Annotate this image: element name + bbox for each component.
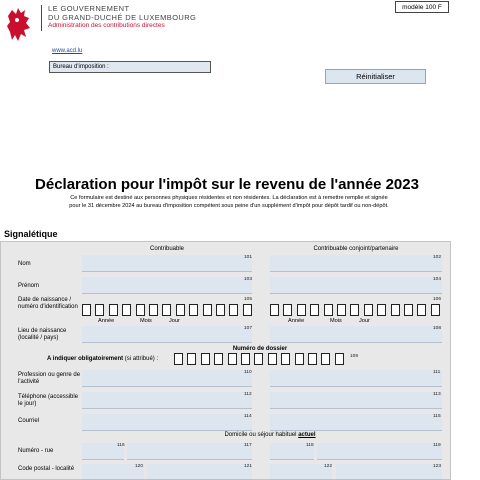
digit-box[interactable] (136, 304, 145, 316)
field-num: 118 (306, 443, 314, 448)
field-num: 104 (433, 277, 442, 282)
field-num: 105 (244, 297, 253, 302)
column-header-spouse: Contribuable conjoint/partenaire (313, 246, 399, 252)
form-title: Déclaration pour l'impôt sur le revenu de l'année 2023 (35, 176, 419, 193)
digit-box[interactable] (189, 304, 198, 316)
label-numero-rue: Numéro - rue (18, 448, 54, 454)
field-num: 119 (433, 443, 441, 448)
digit-box[interactable] (214, 353, 223, 365)
label-nom: Nom (18, 261, 31, 267)
field-rue-spouse[interactable] (317, 443, 442, 460)
label-telephone: Téléphone (accessible le jour) (18, 394, 79, 407)
digit-box[interactable] (297, 304, 306, 316)
field-num: 115 (433, 414, 441, 419)
digit-box[interactable] (310, 304, 319, 316)
label-prenom: Prénom (18, 283, 40, 289)
field-num: 103 (244, 277, 253, 282)
government-line-2: DU GRAND-DUCHÉ DE LUXEMBOURG (48, 13, 197, 22)
field-num: 111 (433, 370, 441, 375)
field-num: 113 (433, 392, 441, 397)
field-num: 116 (117, 443, 125, 448)
header-divider (41, 5, 42, 31)
field-num: 117 (244, 443, 252, 448)
label-date-naissance: Date de naissance / numéro d'identification (18, 297, 78, 310)
column-header-taxpayer: Contribuable (149, 246, 185, 252)
field-num: 108 (433, 326, 442, 331)
sub-label-month: Mois (140, 318, 152, 324)
field-num: 102 (433, 255, 442, 260)
digit-box[interactable] (377, 304, 386, 316)
digit-box[interactable] (216, 304, 225, 316)
field-profession-spouse[interactable] (270, 370, 442, 387)
digit-box[interactable] (321, 353, 330, 365)
field-num: 112 (244, 392, 252, 397)
field-localite-spouse[interactable] (336, 464, 442, 480)
section-title: Signalétique (4, 229, 58, 239)
digit-box[interactable] (417, 304, 426, 316)
dossier-note: (si attribué) : (123, 356, 159, 362)
luxembourg-lion-logo (4, 4, 34, 44)
administration-name: Administration des contributions directes (48, 22, 165, 29)
digit-box[interactable] (109, 304, 118, 316)
digit-box[interactable] (308, 353, 317, 365)
digit-box[interactable] (295, 353, 304, 365)
field-telephone-spouse[interactable] (270, 392, 442, 409)
field-num: 107 (244, 326, 253, 331)
dossier-bold: A indiquer obligatoirement (47, 356, 124, 362)
field-localite-taxpayer[interactable] (147, 464, 252, 480)
dossier-title: Numéro de dossier (232, 346, 288, 352)
label-lieu-naissance: Lieu de naissance (localité / pays) (18, 328, 67, 341)
sub-label-year: Année (288, 318, 305, 324)
domicile-bold: actuel (298, 432, 316, 438)
digit-box[interactable] (149, 304, 158, 316)
digit-box[interactable] (391, 304, 400, 316)
bureau-input[interactable]: Bureau d'imposition : (49, 61, 211, 73)
digit-box[interactable] (324, 304, 333, 316)
digit-box[interactable] (335, 353, 344, 365)
government-line-1: LE GOUVERNEMENT (48, 4, 130, 13)
field-lieu-spouse[interactable] (270, 326, 442, 343)
field-num: 121 (244, 464, 253, 469)
field-profession-taxpayer[interactable] (82, 370, 252, 387)
field-telephone-taxpayer[interactable] (82, 392, 252, 409)
field-lieu-taxpayer[interactable] (82, 326, 252, 343)
digit-box[interactable] (176, 304, 185, 316)
field-nom-taxpayer[interactable] (82, 255, 252, 272)
field-num: 101 (244, 255, 253, 260)
digit-box[interactable] (431, 304, 440, 316)
digit-box[interactable] (95, 304, 104, 316)
digit-box[interactable] (281, 353, 290, 365)
field-prenom-spouse[interactable] (270, 277, 442, 294)
field-prenom-taxpayer[interactable] (82, 277, 252, 294)
digit-box[interactable] (243, 304, 252, 316)
digit-box[interactable] (337, 304, 346, 316)
digit-box[interactable] (162, 304, 171, 316)
digit-box[interactable] (187, 353, 196, 365)
digit-box[interactable] (270, 304, 279, 316)
digit-box[interactable] (241, 353, 250, 365)
field-rue-taxpayer[interactable] (127, 443, 252, 460)
field-num: 120 (135, 464, 144, 469)
dossier-label (47, 356, 158, 362)
label-code-postal: Code postal - localité (18, 466, 75, 472)
digit-box[interactable] (229, 304, 238, 316)
field-courriel-spouse[interactable] (270, 414, 442, 431)
model-badge: modèle 100 F (395, 1, 449, 13)
sub-label-month: Mois (330, 318, 342, 324)
digit-box[interactable] (174, 353, 183, 365)
digit-box[interactable] (203, 304, 212, 316)
field-num: 109 (350, 354, 359, 359)
label-courriel: Courriel (18, 418, 40, 424)
reset-button[interactable]: Réinitialiser (325, 69, 426, 84)
website-link[interactable]: www.acd.lu (52, 48, 83, 54)
digit-box[interactable] (228, 353, 237, 365)
domicile-prefix: Domicile ou séjour habituel (224, 432, 299, 438)
digit-box[interactable] (350, 304, 359, 316)
sub-label-day: Jour (359, 318, 370, 324)
digit-box[interactable] (201, 353, 210, 365)
field-num: 114 (244, 414, 252, 419)
field-num: 106 (433, 297, 442, 302)
digit-box[interactable] (82, 304, 91, 316)
sub-label-year: Année (98, 318, 115, 324)
sub-label-day: Jour (169, 318, 180, 324)
digit-box[interactable] (283, 304, 292, 316)
field-num: 123 (433, 464, 442, 469)
digit-box[interactable] (364, 304, 373, 316)
field-num: 110 (244, 370, 252, 375)
intro-line-1: Ce formulaire est destiné aux personnes physiques résidentes et non résidentes. La déclaration est à remettre remplie et signée (70, 195, 388, 201)
digit-box[interactable] (268, 353, 277, 365)
label-profession: Profession ou genre de l'activité (18, 372, 81, 385)
digit-box[interactable] (122, 304, 131, 316)
digit-box[interactable] (404, 304, 413, 316)
intro-line-2: pour le 31 décembre 2024 au bureau d'imposition compétent sous peine d'un supplément d'impôt pour dépôt tardif ou non-dépôt. (69, 203, 389, 209)
digit-box[interactable] (254, 353, 263, 365)
field-code-postal-spouse[interactable] (270, 464, 332, 480)
field-nom-spouse[interactable] (270, 255, 442, 272)
field-num: 122 (324, 464, 333, 469)
field-courriel-taxpayer[interactable] (82, 414, 252, 431)
domicile-title (170, 432, 370, 438)
